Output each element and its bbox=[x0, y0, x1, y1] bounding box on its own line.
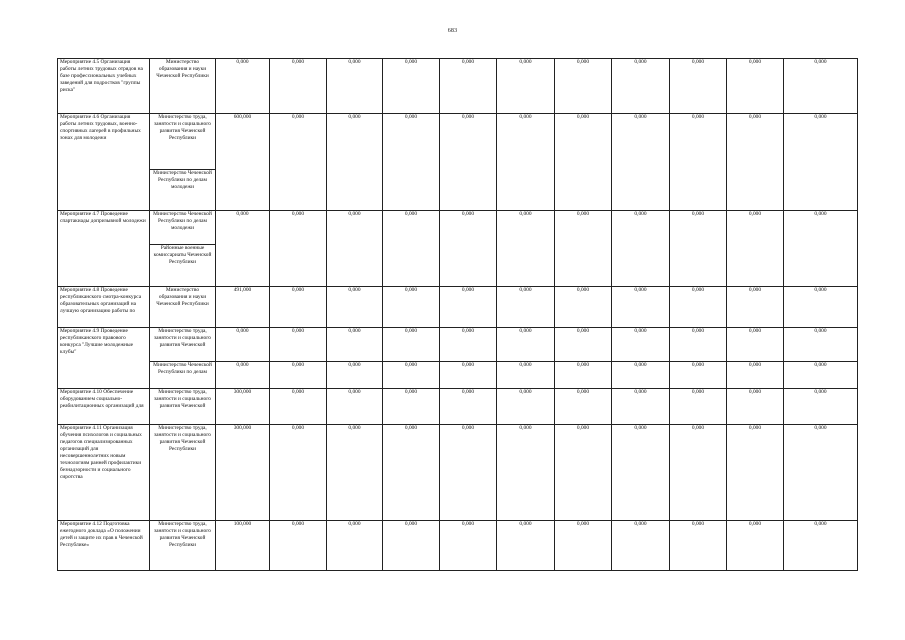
executor-cell: Министерство Чеченской Республики по делам молодежи bbox=[150, 211, 216, 245]
value-cell: 0,000 bbox=[784, 59, 858, 114]
event-cell: Мероприятие 4.10 Обеспечение оборудованием социально- реабилитационных организаций для bbox=[58, 389, 150, 425]
value-cell: 0,000 bbox=[612, 114, 670, 211]
value-cell: 0,000 bbox=[216, 328, 270, 362]
value-cell: 0,000 bbox=[727, 328, 784, 362]
page-number: 683 bbox=[447, 28, 458, 34]
table-row bbox=[58, 59, 858, 114]
executor-cell: Министерство труда, занятости и социального развития Чеченской Республики bbox=[150, 521, 216, 571]
value-cell: 0,000 bbox=[555, 328, 612, 362]
value-cell: 0,000 bbox=[727, 425, 784, 521]
value-cell: 0,000 bbox=[612, 389, 670, 425]
value-cell: 0,000 bbox=[612, 59, 670, 114]
value-cell: 0,000 bbox=[327, 211, 383, 287]
event-cell: Мероприятие 4.12 Подготовка ежегодного доклада «О положении детей и защите их прав в Чеченской Республике» bbox=[58, 521, 150, 571]
value-cell: 0,000 bbox=[784, 389, 858, 425]
table-row bbox=[58, 211, 858, 245]
value-cell: 0,000 bbox=[440, 114, 497, 211]
value-cell: 0,000 bbox=[440, 328, 497, 362]
value-cell: 0,000 bbox=[727, 59, 784, 114]
value-cell: 0,000 bbox=[327, 328, 383, 362]
value-cell: 0,000 bbox=[784, 211, 858, 287]
value-cell: 0,000 bbox=[440, 521, 497, 571]
value-cell: 491,000 bbox=[216, 287, 270, 328]
value-cell: 0,000 bbox=[497, 328, 555, 362]
value-cell: 0,000 bbox=[555, 362, 612, 389]
value-cell: 0,000 bbox=[784, 521, 858, 571]
value-cell: 0,000 bbox=[727, 521, 784, 571]
value-cell: 0,000 bbox=[727, 114, 784, 211]
event-cell: Мероприятие 4.9 Проведение республиканского правового конкурса "Лучшие молодежные клубы" bbox=[58, 328, 150, 389]
value-cell: 0,000 bbox=[270, 362, 327, 389]
value-cell: 0,000 bbox=[440, 59, 497, 114]
value-cell: 0,000 bbox=[497, 425, 555, 521]
value-cell: 0,000 bbox=[670, 362, 727, 389]
executor-cell: Министерство труда, занятости и социального развития Чеченской bbox=[150, 389, 216, 425]
value-cell: 0,000 bbox=[497, 211, 555, 287]
value-cell: 0,000 bbox=[555, 425, 612, 521]
value-cell: 0,000 bbox=[216, 211, 270, 287]
executor-cell: Министерство образования и науки Чеченской Республики bbox=[150, 59, 216, 114]
value-cell: 0,000 bbox=[727, 287, 784, 328]
value-cell: 0,000 bbox=[612, 328, 670, 362]
value-cell: 0,000 bbox=[612, 521, 670, 571]
value-cell: 0,000 bbox=[327, 521, 383, 571]
value-cell: 0,000 bbox=[383, 425, 440, 521]
value-cell: 0,000 bbox=[497, 389, 555, 425]
value-cell: 0,000 bbox=[497, 362, 555, 389]
value-cell: 0,000 bbox=[440, 389, 497, 425]
value-cell: 0,000 bbox=[612, 362, 670, 389]
value-cell: 0,000 bbox=[784, 114, 858, 211]
executor-cell: Министерство труда, занятости и социального развития Чеченской Республики bbox=[150, 425, 216, 521]
value-cell: 0,000 bbox=[784, 328, 858, 362]
value-cell: 0,000 bbox=[327, 59, 383, 114]
value-cell: 300,000 bbox=[216, 389, 270, 425]
executor-cell: Министерство образования и науки Чеченской Республики bbox=[150, 287, 216, 328]
value-cell: 0,000 bbox=[383, 328, 440, 362]
value-cell: 600,000 bbox=[216, 114, 270, 211]
value-cell: 0,000 bbox=[270, 389, 327, 425]
value-cell: 0,000 bbox=[383, 362, 440, 389]
table-row bbox=[58, 328, 858, 362]
value-cell: 0,000 bbox=[555, 59, 612, 114]
table-row bbox=[58, 521, 858, 571]
value-cell: 0,000 bbox=[555, 211, 612, 287]
value-cell: 0,000 bbox=[670, 521, 727, 571]
value-cell: 300,000 bbox=[216, 425, 270, 521]
value-cell: 0,000 bbox=[612, 425, 670, 521]
value-cell: 0,000 bbox=[270, 59, 327, 114]
value-cell: 0,000 bbox=[612, 211, 670, 287]
value-cell: 0,000 bbox=[327, 425, 383, 521]
executor-cell: Министерство Чеченской Республики по делам bbox=[150, 362, 216, 389]
value-cell: 0,000 bbox=[555, 287, 612, 328]
table-body bbox=[58, 59, 858, 571]
value-cell: 0,000 bbox=[383, 211, 440, 287]
value-cell: 0,000 bbox=[327, 287, 383, 328]
value-cell: 0,000 bbox=[670, 328, 727, 362]
value-cell: 0,000 bbox=[784, 425, 858, 521]
event-cell: Мероприятие 4.6 Организация работы летних трудовых, военно-спортивных лагерей в профильных зонах для молодежи bbox=[58, 114, 150, 211]
value-cell: 0,000 bbox=[270, 521, 327, 571]
value-cell: 0,000 bbox=[327, 362, 383, 389]
executor-cell: Министерство Чеченской Республики по делам молодежи bbox=[150, 170, 216, 211]
executor-cell: Министерство труда, занятости и социального развития Чеченской bbox=[150, 328, 216, 362]
table-row bbox=[58, 287, 858, 328]
value-cell: 0,000 bbox=[670, 211, 727, 287]
value-cell: 0,000 bbox=[555, 389, 612, 425]
table-row bbox=[58, 389, 858, 425]
value-cell: 0,000 bbox=[327, 114, 383, 211]
value-cell: 0,000 bbox=[497, 114, 555, 211]
value-cell: 0,000 bbox=[612, 287, 670, 328]
value-cell: 0,000 bbox=[670, 425, 727, 521]
value-cell: 0,000 bbox=[727, 389, 784, 425]
value-cell: 0,000 bbox=[270, 425, 327, 521]
value-cell: 0,000 bbox=[383, 59, 440, 114]
value-cell: 0,000 bbox=[383, 287, 440, 328]
value-cell: 0,000 bbox=[555, 114, 612, 211]
event-cell: Мероприятие 4.5 Организация работы летних трудовых отрядов на базе профессиональных учебных заведений для подростков "группы риска" bbox=[58, 59, 150, 114]
value-cell: 0,000 bbox=[670, 389, 727, 425]
event-cell: Мероприятие 4.7 Проведение спартакиады допризывной молодежи bbox=[58, 211, 150, 287]
budget-table bbox=[57, 58, 858, 571]
value-cell: 0,000 bbox=[497, 521, 555, 571]
value-cell: 0,000 bbox=[670, 287, 727, 328]
value-cell: 100,000 bbox=[216, 521, 270, 571]
value-cell: 0,000 bbox=[555, 521, 612, 571]
event-cell: Мероприятие 4.8 Проведение республиканского смотра-конкурса образовательных организаций на лучшую организацию работы по bbox=[58, 287, 150, 328]
value-cell: 0,000 bbox=[216, 59, 270, 114]
executor-cell: Районные военные комиссариаты Чеченской Республики bbox=[150, 245, 216, 287]
value-cell: 0,000 bbox=[440, 425, 497, 521]
value-cell: 0,000 bbox=[670, 59, 727, 114]
event-cell: Мероприятие 4.11 Организация обучения психологов и социальных педагогов специализированных организаций для несовершеннолетних новым технологиям ранней профилактики безнадзорности и социального сиротства bbox=[58, 425, 150, 521]
value-cell: 0,000 bbox=[727, 362, 784, 389]
executor-cell: Министерство труда, занятости и социального развития Чеченской Республики bbox=[150, 114, 216, 170]
value-cell: 0,000 bbox=[784, 362, 858, 389]
value-cell: 0,000 bbox=[727, 211, 784, 287]
value-cell: 0,000 bbox=[383, 114, 440, 211]
value-cell: 0,000 bbox=[670, 114, 727, 211]
value-cell: 0,000 bbox=[440, 362, 497, 389]
value-cell: 0,000 bbox=[440, 211, 497, 287]
value-cell: 0,000 bbox=[383, 389, 440, 425]
table-row bbox=[58, 425, 858, 521]
value-cell: 0,000 bbox=[327, 389, 383, 425]
value-cell: 0,000 bbox=[784, 287, 858, 328]
value-cell: 0,000 bbox=[270, 211, 327, 287]
value-cell: 0,000 bbox=[497, 59, 555, 114]
value-cell: 0,000 bbox=[270, 114, 327, 211]
value-cell: 0,000 bbox=[383, 521, 440, 571]
table-row bbox=[58, 362, 858, 389]
value-cell: 0,000 bbox=[440, 287, 497, 328]
value-cell: 0,000 bbox=[270, 287, 327, 328]
value-cell: 0,000 bbox=[270, 328, 327, 362]
value-cell: 0,000 bbox=[497, 287, 555, 328]
value-cell: 0,000 bbox=[216, 362, 270, 389]
table-row bbox=[58, 114, 858, 170]
